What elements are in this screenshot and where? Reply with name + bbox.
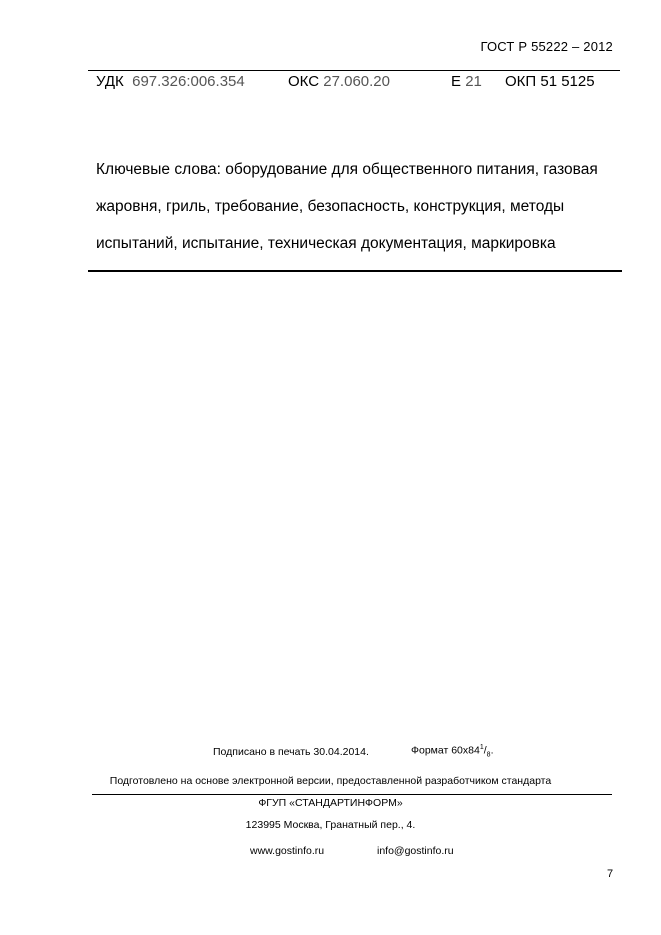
e-label: Е — [451, 73, 462, 90]
e-value: 21 — [465, 73, 482, 90]
e-field — [451, 73, 482, 90]
paper-format: Формат $60х84^1/_8$. — [411, 744, 494, 759]
udk-label: УДК — [96, 73, 124, 90]
oks-label: ОКС — [288, 73, 320, 90]
oks-value: 27.060.20 — [323, 73, 390, 90]
publisher-name: ФГУП «СТАНДАРТИНФОРМ» — [258, 797, 403, 809]
udk-value: 697.326:006.354 — [132, 73, 245, 90]
email-address: info@gostinfo.ru — [377, 845, 454, 857]
signed-to-print: Подписано в печать 30.04.2014. — [213, 746, 369, 758]
okp-field — [505, 73, 595, 90]
keywords-divider — [88, 270, 622, 272]
paper-format-sup: 1 — [479, 744, 484, 751]
udk-field — [96, 73, 245, 90]
oks-field — [288, 73, 390, 90]
okp-value: 51 5125 — [540, 73, 595, 90]
publisher-address: 123995 Москва, Гранатный пер., 4. — [245, 819, 416, 831]
imprint-divider — [92, 794, 612, 795]
keywords-paragraph: Ключевые слова: оборудование для общественного питания, газовая жаровня, гриль, требование, безопасность, конструкция, методы испытаний, испытание, техническая документация, маркировка — [96, 161, 598, 252]
document-code: ГОСТ Р 55222 – 2012 — [480, 39, 613, 54]
paper-format-label: Формат 60х84 — [411, 744, 480, 757]
page-number: 7 — [607, 868, 614, 880]
top-divider — [88, 70, 620, 71]
prepared-note: Подготовлено на основе электронной версии, предоставленной разработчиком стандарта — [109, 775, 552, 787]
paper-format-sub: 8 — [486, 751, 491, 759]
website-link: www.gostinfo.ru — [250, 845, 325, 857]
paper-format-end: . — [490, 744, 494, 757]
okp-label: ОКП — [505, 73, 537, 90]
